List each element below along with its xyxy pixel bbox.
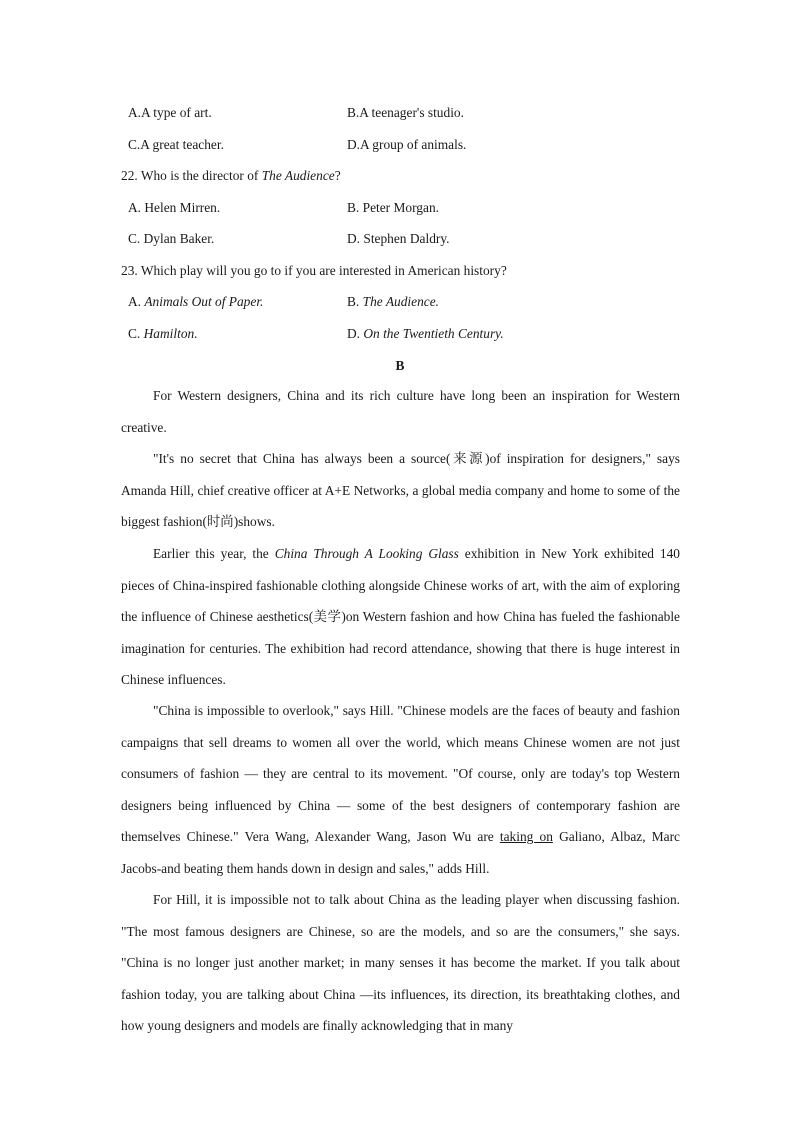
q21-option-d: D.A group of animals. [347,137,467,152]
q22-options-row-2 [0,229,800,249]
section-b-paragraph-3 [121,538,680,696]
underlined-phrase: taking on [499,829,553,845]
p4-before: "China is impossible to overlook," says Hill. "Chinese models are the faces of beauty and fashion campaigns that sell dreams to women all over the world, which means Chinese women are not just consumers of fashion — they are central to its movement. "Of course, only are today's top Western designers being influenced by China — some of the best designers of contemporary fashion are themselves Chinese." Vera Wang, Alexander Wang, Jason Wu are [121,703,680,845]
q22-title: The Audience [261,168,335,183]
q22-prefix: 22. Who is the director of [121,168,262,183]
q22-question [0,166,800,186]
q23-option-d-title: On the Twentieth Century. [363,326,504,341]
exhibition-title: China Through A Looking Glass [274,546,459,561]
q23-text: 23. Which play will you go to if you are interested in American history? [121,263,507,278]
q23-question [0,261,800,281]
q23-option-a [128,292,263,312]
q21-options-row-2 [0,135,800,155]
section-b-paragraph-4 [121,695,680,885]
q22-option-b: B. Peter Morgan. [347,200,439,215]
q23-option-b-title: The Audience. [362,294,439,309]
section-b-paragraph-1: For Western designers, China and its rich culture have long been an inspiration for Western creative. [121,388,680,435]
section-b-paragraph-5: For Hill, it is impossible not to talk about China as the leading player when discussing fashion. "The most famous designers are Chinese, so are the models, and so are the consumers," she says. "China is no longer just another market; in many senses it has become the market. If you talk about fashion today, you are talking about China —its influences, its direction, its breathtaking clothes, and how young designers and models are finally acknowledging that in many [121,892,680,1034]
q22-text [121,166,341,186]
q23-option-a-prefix: A. [128,294,145,309]
section-b-paragraph-2: "It's no secret that China has always been a source(来源)of inspiration for designers," says Amanda Hill, chief creative officer at A+E Networks, a global media company and home to some of the biggest fashion(时尚)shows. [121,451,680,530]
q22-option-d: D. Stephen Daldry. [347,231,450,246]
q22-option-c: C. Dylan Baker. [128,231,215,246]
p4-after: Galiano, Albaz, Marc Jacobs-and beating them hands down in design and sales," adds Hill. [121,829,680,876]
q21-options-row-1 [0,103,800,123]
q22-options-row-1 [0,198,800,218]
q23-option-a-title: Animals Out of Paper. [144,294,264,309]
section-b-heading: B [395,358,405,373]
q21-option-b: B.A teenager's studio. [347,105,464,120]
q23-option-d-prefix: D. [347,326,364,341]
q23-option-c-prefix: C. [128,326,144,341]
q23-option-d [347,324,504,344]
q21-option-c: C.A great teacher. [128,137,224,152]
q23-option-c-title: Hamilton. [143,326,198,341]
p3-before: Earlier this year, the [153,546,275,561]
q23-option-b [347,292,439,312]
q23-options-row-1 [0,292,800,312]
q21-option-a: A.A type of art. [128,105,212,120]
p3-after: exhibition in New York exhibited 140 pieces of China-inspired fashionable clothing alongside Chinese works of art, with the aim of exploring the influence of Chinese aesthetics(美学)on Western fashion and how China has fueled the fashionable imagination for centuries. The exhibition had record attendance, showing that there is huge interest in Chinese influences. [121,546,680,688]
q23-options-row-2 [0,324,800,344]
q23-option-b-prefix: B. [347,294,363,309]
q22-suffix: ? [334,168,341,183]
q22-option-a: A. Helen Mirren. [128,200,221,215]
q23-option-c [128,324,198,344]
